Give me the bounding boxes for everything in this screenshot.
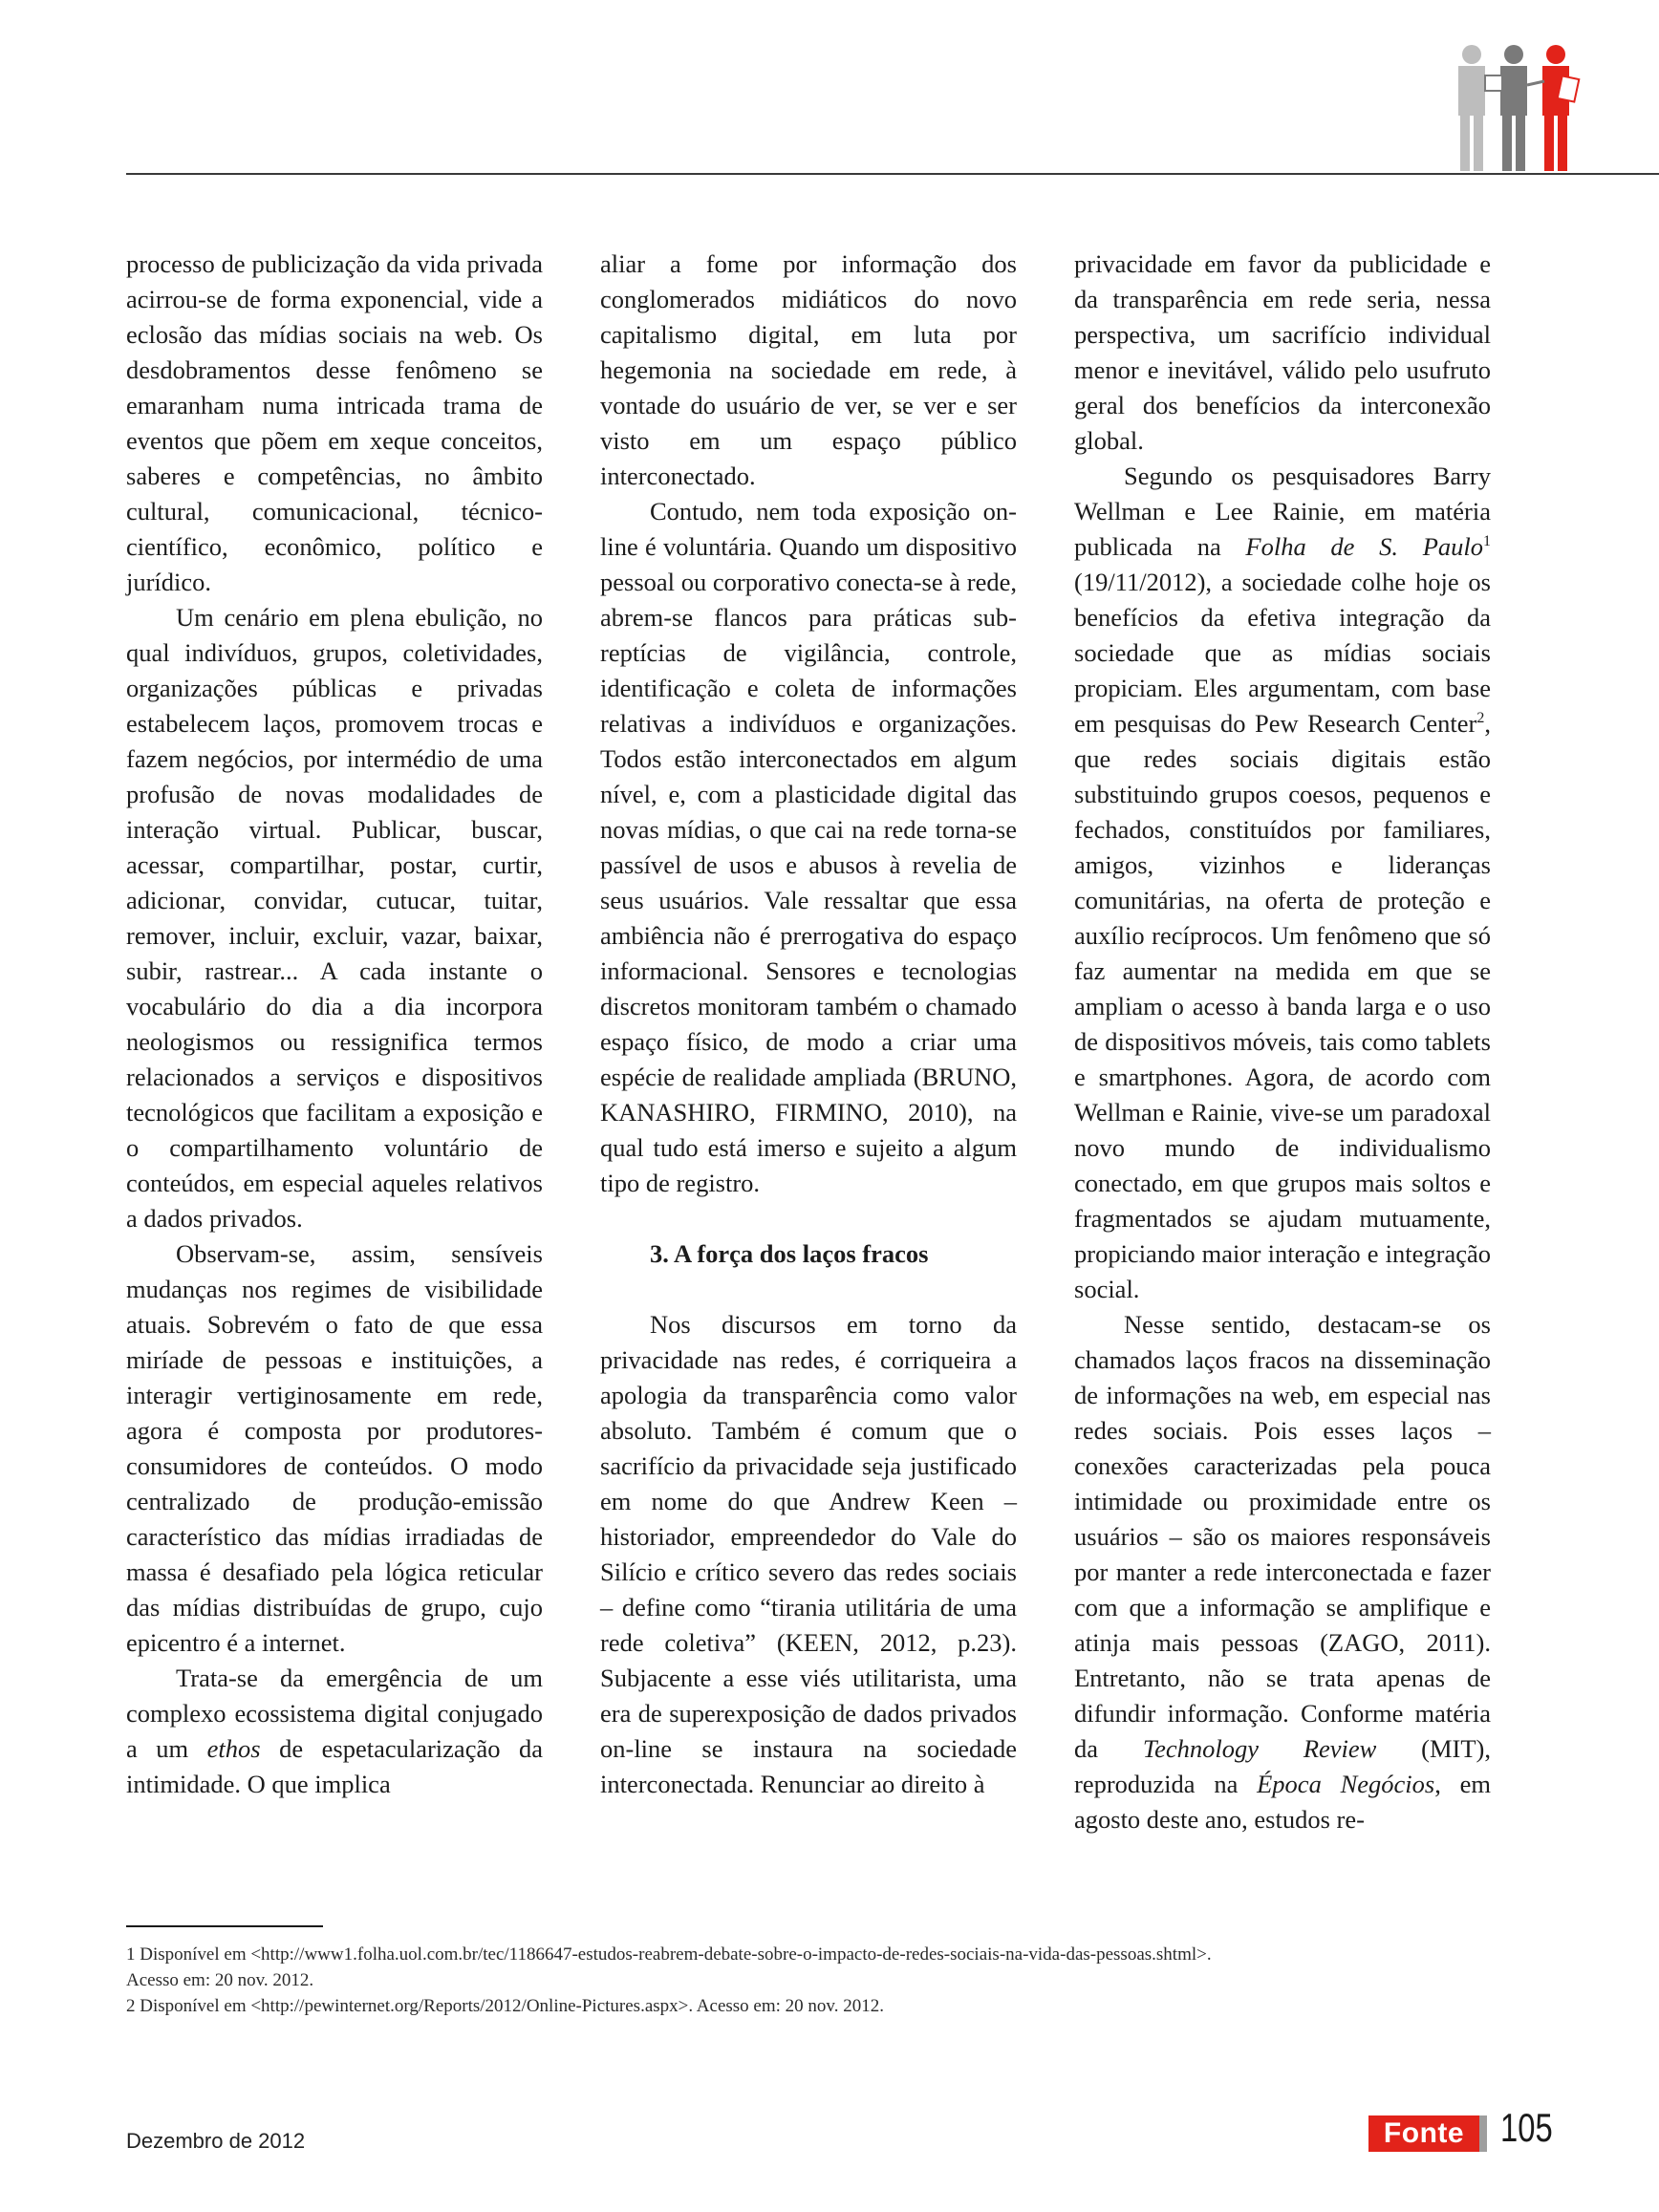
paragraph: processo de publicização da vida privada acirrou-se de forma exponencial, vide a eclosão das mídias sociais na web. Os desdobramentos desse fenômeno se emaranham numa intricada trama de eventos que põem em xeque conceitos, saberes e competências, no âmbito cultural, comunicacional, técnico-científico, econômico, político e jurídico. (126, 249, 543, 596)
brand-logo: Fonte (1368, 2115, 1487, 2152)
paragraph: Nos discursos em torno da privacidade nas redes, é corriqueira a apologia da transparência como valor absoluto. Também é comum que o sacrifício da privacidade seja justificado em nome do que Andrew Keen – historiador, empreendedor do Vale do Silício e crítico severo das redes sociais – define como “tirania utilitária de uma rede coletiva” (KEEN, 2012, p.23). Subjacente a esse viés utilitarista, uma era de superexposição de dados privados on-line se instaura na sociedade interconectada. Renunciar ao direito à (600, 1310, 1017, 1798)
paragraph: privacidade em favor da publicidade e da transparência em rede seria, nessa perspectiva, um sacrifício individual menor e inevitável, válido pelo usufruto geral dos benefícios da interconexão global. (1074, 249, 1491, 455)
paragraph: Segundo os pesquisadores Barry Wellman e Lee Rainie, em matéria publicada na Folha de S. Paulo$^1$ (19/11/2012), a sociedade colhe hoje os benefícios da efetiva integração da sociedade que as mídias sociais propiciam. Eles argumentam, com base em pesquisas do Pew Research Center$^2$, que redes sociais digitais estão substituindo grupos coesos, pequenos e fechados, constituídos por familiares, amigos, vizinhos e lideranças comunitárias, na oferta de proteção e auxílio recíprocos. Um fenômeno que só faz aumentar na medida em que se ampliam o acesso à banda larga e o uso de dispositivos móveis, tais como tablets e smartphones. Agora, de acordo com Wellman e Rainie, vive-se um paradoxal novo mundo de individualismo conectado, em que grupos mais soltos e fragmentados se ajudam mutuamente, propiciando maior interação e integração social. (1074, 462, 1491, 1303)
column-2 (600, 247, 1017, 1802)
footnote-rule (126, 1925, 323, 1927)
footnote-2: 2 Disponível em <http://pewinternet.org/Reports/2012/Online-Pictures.aspx>. Acesso em: 20 nov. 2012. (126, 1996, 884, 2016)
paragraph: Trata-se da emergência de um complexo ecossistema digital conjugado a um ethos de espetacularização da intimidade. O que implica (126, 1664, 543, 1798)
column-3 (1074, 247, 1491, 1837)
header-rule (126, 173, 1659, 175)
paragraph: Contudo, nem toda exposição on-line é voluntária. Quando um dispositivo pessoal ou corporativo conecta-se à rede, abrem-se flancos para práticas sub-reptícias de vigilância, controle, identificação e coleta de informações relativas a indivíduos e organizações. Todos estão interconectados em algum nível, e, com a plasticidade digital das novas mídias, o que cai na rede torna-se passível de usos e abusos à revelia de seus usuários. Vale ressaltar que essa ambiência não é prerrogativa do espaço informacional. Sensores e tecnologias discretos monitoram também o chamado espaço físico, de modo a criar uma espécie de realidade ampliada (BRUNO, KANASHIRO, FIRMINO, 2010), na qual tudo está imerso e sujeito a algum tipo de registro. (600, 497, 1017, 1197)
footnote-ref[interactable]: 1 (1483, 533, 1491, 550)
page-number: 105 (1500, 2105, 1553, 2150)
footnote-ref[interactable]: 2 (1476, 710, 1485, 727)
column-1 (126, 247, 543, 1802)
paragraph: aliar a fome por informação dos conglomerados midiáticos do novo capitalismo digital, em luta por hegemonia na sociedade em rede, à vontade do usuário de ver, se ver e ser visto em um espaço público interconectado. (600, 249, 1017, 490)
paragraph: Nesse sentido, destacam-se os chamados laços fracos na disseminação de informações na web, em especial nas redes sociais. Pois esses laços – conexões caracterizadas pela pouca intimidade ou proximidade entre os usuários – são os maiores responsáveis por manter a rede interconectada e fazer com que a informação se amplifique e atinja mais pessoas (ZAGO, 2011). Entretanto, não se trata apenas de difundir informação. Conforme matéria da Technology Review (MIT), reproduzida na Época Negócios, em agosto deste ano, estudos re- (1074, 1310, 1492, 1834)
footnote-1: 1 Disponível em <http://www1.folha.uol.com.br/tec/1186647-estudos-reabrem-debate-sobre-o-impacto-de-redes-sociais-na-vida-das-pessoas.shtml>. (126, 1944, 1212, 1965)
paragraph: Um cenário em plena ebulição, no qual indivíduos, grupos, coletividades, organizações públicas e privadas estabelecem laços, promovem trocas e fazem negócios, por intermédio de uma profusão de novas modalidades de interação virtual. Publicar, buscar, acessar, compartilhar, postar, curtir, adicionar, convidar, cutucar, tuitar, remover, incluir, excluir, vazar, baixar, subir, rastrear... A cada instante o vocabulário do dia a dia incorpora neologismos ou ressignifica termos relacionados a serviços e dispositivos tecnológicos que facilitam a exposição e o compartilhamento voluntário de conteúdos, em especial aqueles relativos a dados privados. (126, 603, 543, 1233)
footnotes (126, 1942, 1540, 2019)
section-heading: 3. A força dos laços fracos (650, 1239, 929, 1268)
footnote-1-access: Acesso em: 20 nov. 2012. (126, 1970, 314, 1990)
paragraph: Observam-se, assim, sensíveis mudanças nos regimes de visibilidade atuais. Sobrevém o fato de que essa miríade de pessoas e instituições, a interagir vertiginosamente em rede, agora é composta por produtores-consumidores de conteúdos. O modo centralizado de produção-emissão característico das mídias irradiadas de massa é desafiado pela lógica reticular das mídias distribuídas de grupo, cujo epicentro é a internet. (126, 1239, 543, 1657)
footer-date: Dezembro de 2012 (126, 2129, 306, 2153)
three-figures-icon (1445, 43, 1588, 172)
